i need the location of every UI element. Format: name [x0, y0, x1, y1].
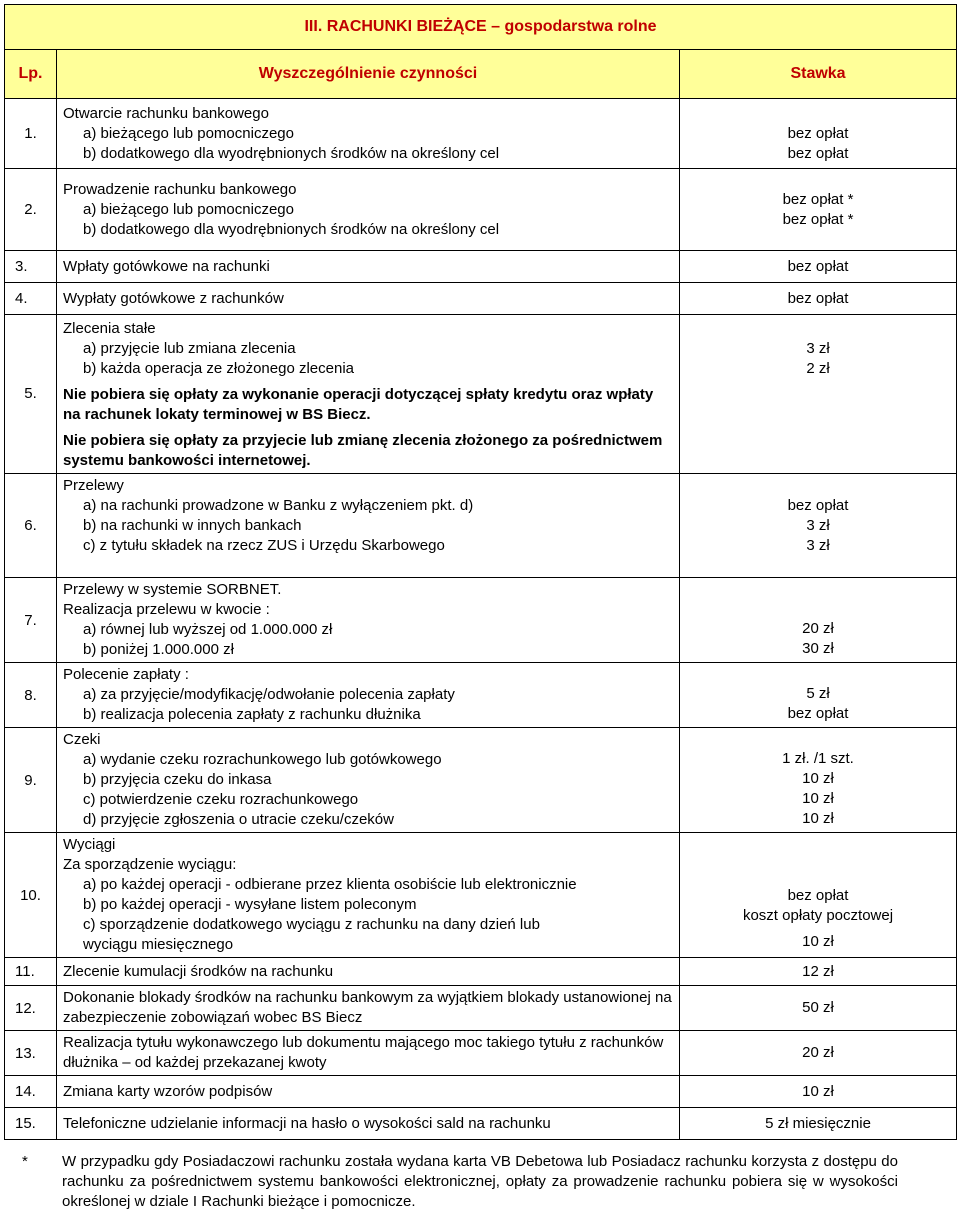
table-row	[5, 1031, 957, 1076]
table-row	[5, 833, 957, 958]
row-description: Zmiana karty wzorów podpisów	[57, 1076, 680, 1108]
header-row	[5, 50, 957, 99]
row-number: 4.	[5, 283, 57, 315]
row-number: 3.	[5, 251, 57, 283]
header-lp: Lp.	[5, 50, 57, 99]
footnote-text: W przypadku gdy Posiadaczowi rachunku została wydana karta VB Debetowa lub Posiadacz rachunku korzysta z dostępu do rachunku za pośrednictwem systemu bankowości elektronicznej, opłaty za prowadzenie rachunku pobiera się w wysokości określonej w dziale I Rachunki bieżące i pomocnicze.	[62, 1153, 898, 1210]
title-row	[5, 5, 957, 50]
row-number: 9.	[5, 728, 57, 833]
row-description: Telefoniczne udzielanie informacji na hasło o wysokości sald na rachunku	[57, 1108, 680, 1140]
row-rate: bez opłat bez opłat	[680, 99, 957, 169]
row-number: 6.	[5, 474, 57, 578]
row-rate: bez opłat 3 zł 3 zł	[680, 474, 957, 578]
table-row	[5, 474, 957, 578]
footnote	[22, 1152, 898, 1212]
row-number: 8.	[5, 663, 57, 728]
row-description: Przelewy w systemie SORBNET. Realizacja przelewu w kwocie : a) równej lub wyższej od 1.000.000 zł b) poniżej 1.000.000 zł	[57, 578, 680, 663]
row-description: Zlecenie kumulacji środków na rachunku	[57, 958, 680, 986]
row-rate: 12 zł	[680, 958, 957, 986]
row-description: Dokonanie blokady środków na rachunku bankowym za wyjątkiem blokady ustanowionej na zabezpieczenie zobowiązań wobec BS Biecz	[57, 986, 680, 1031]
row-number: 13.	[5, 1031, 57, 1076]
row-rate: 50 zł	[680, 986, 957, 1031]
row-description: Wyciągi Za sporządzenie wyciągu: a) po każdej operacji - odbierane przez klienta osobiście lub elektronicznie b) po każdej operacji - wysyłane listem poleconym c) sporządzenie dodatkowego wyciągu z rachunku na dany dzień lub wyciągu miesięcznego	[57, 833, 680, 958]
row-number: 1.	[5, 99, 57, 169]
row-description: Otwarcie rachunku bankowego a) bieżącego lub pomocniczego b) dodatkowego dla wyodrębnionych środków na określony cel	[57, 99, 680, 169]
footnote-mark: *	[22, 1153, 28, 1170]
row-rate: 1 zł. /1 szt. 10 zł 10 zł 10 zł	[680, 728, 957, 833]
row-rate: 20 zł 30 zł	[680, 578, 957, 663]
table-row	[5, 663, 957, 728]
row-description: Prowadzenie rachunku bankowego a) bieżącego lub pomocniczego b) dodatkowego dla wyodrębnionych środków na określony cel	[57, 169, 680, 251]
row-rate: 5 zł bez opłat	[680, 663, 957, 728]
fee-table	[4, 4, 957, 1140]
row-rate: 20 zł	[680, 1031, 957, 1076]
row-description: Przelewy a) na rachunki prowadzone w Banku z wyłączeniem pkt. d) b) na rachunki w innych bankach c) z tytułu składek na rzecz ZUS i Urzędu Skarbowego	[57, 474, 680, 578]
row-rate: 3 zł 2 zł	[680, 315, 957, 474]
table-row	[5, 315, 957, 474]
table-row	[5, 1076, 957, 1108]
table-row	[5, 283, 957, 315]
row-number: 14.	[5, 1076, 57, 1108]
table-row	[5, 986, 957, 1031]
table-row	[5, 1108, 957, 1140]
row-rate: bez opłat	[680, 283, 957, 315]
row-number: 7.	[5, 578, 57, 663]
row-description: Zlecenia stałe a) przyjęcie lub zmiana zlecenia b) każda operacja ze złożonego zlecenia Nie pobiera się opłaty za wykonanie operacji dotyczącej spłaty kredytu oraz wpłaty na rachunek lokaty terminowej w BS Biecz. Nie pobiera się opłaty za przyjecie lub zmianę zlecenia złożonego za pośrednictwem systemu bankowości internetowej.	[57, 315, 680, 474]
row-description: Wpłaty gotówkowe na rachunki	[57, 251, 680, 283]
row-rate: bez opłat	[680, 251, 957, 283]
table-title: III. RACHUNKI BIEŻĄCE – gospodarstwa rolne	[5, 5, 957, 50]
table-row	[5, 578, 957, 663]
table-row	[5, 251, 957, 283]
row-description: Realizacja tytułu wykonawczego lub dokumentu mającego moc takiego tytułu z rachunków dłużnika – od każdej przekazanej kwoty	[57, 1031, 680, 1076]
row-number: 5.	[5, 315, 57, 474]
row-rate: bez opłat koszt opłaty pocztowej 10 zł	[680, 833, 957, 958]
row-description: Polecenie zapłaty : a) za przyjęcie/modyfikację/odwołanie polecenia zapłaty b) realizacja polecenia zapłaty z rachunku dłużnika	[57, 663, 680, 728]
header-description: Wyszczególnienie czynności	[57, 50, 680, 99]
table-row	[5, 728, 957, 833]
table-row	[5, 958, 957, 986]
row-rate: 10 zł	[680, 1076, 957, 1108]
header-rate: Stawka	[680, 50, 957, 99]
row-number: 11.	[5, 958, 57, 986]
row-rate: 5 zł miesięcznie	[680, 1108, 957, 1140]
table-row	[5, 169, 957, 251]
row-description: Czeki a) wydanie czeku rozrachunkowego lub gotówkowego b) przyjęcia czeku do inkasa c) potwierdzenie czeku rozrachunkowego d) przyjęcie zgłoszenia o utracie czeku/czeków	[57, 728, 680, 833]
row-rate: bez opłat * bez opłat *	[680, 169, 957, 251]
row-description: Wypłaty gotówkowe z rachunków	[57, 283, 680, 315]
row-number: 15.	[5, 1108, 57, 1140]
row-number: 10.	[5, 833, 57, 958]
fee-schedule	[4, 4, 956, 1140]
row-number: 12.	[5, 986, 57, 1031]
row-number: 2.	[5, 169, 57, 251]
table-row	[5, 99, 957, 169]
